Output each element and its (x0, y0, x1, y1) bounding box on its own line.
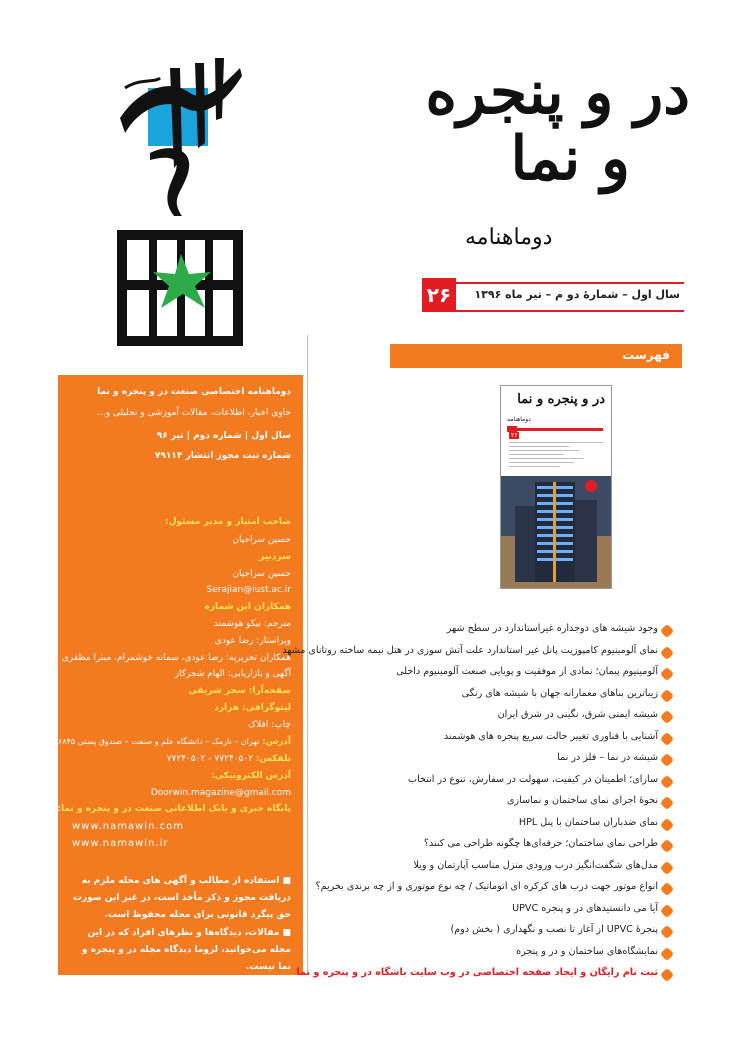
bullet-icon (660, 731, 674, 745)
bullet-icon (660, 624, 674, 638)
disclaimer-note: ■ مقالات، دیدگاه‌ها و نظرهای افراد که در این مجله می‌خوانید، لزوما دیدگاه مجله در و پنجره و نما نیست. (81, 928, 291, 972)
toc-item[interactable]: نمای ضدباران ساختمان با پنل HPL (318, 816, 658, 834)
bullet-icon (660, 710, 674, 724)
issue-info: سال اول – شمارهٔ دو م – تیر ماه ۱۳۹۶ (474, 288, 680, 301)
bullet-icon (660, 774, 674, 788)
contents-header (390, 344, 682, 368)
issue-rule-top (456, 282, 684, 284)
layout-designer: صفحه‌آرا: سحر شریفی (188, 686, 291, 696)
toc-item[interactable]: شیشه در نما – فلز در نما (318, 751, 658, 769)
toc-item[interactable]: سازای؛ اطمینان در کیفیت، سهولت در سفارش، تنوع در انتخاب (318, 773, 658, 791)
phone-row (167, 754, 291, 764)
bullet-icon (660, 903, 674, 917)
toc-item[interactable]: آیا می دانستیدهای در و پنجره UPVC (318, 902, 658, 920)
contact-email[interactable]: Doorwin.magazine@gmail.com (150, 788, 291, 798)
bullet-icon (660, 946, 674, 960)
website-link-2[interactable]: www.namawin.ir (72, 838, 169, 849)
bullet-icon (660, 645, 674, 659)
toc-item[interactable]: نحوهٔ اجرای نمای ساختمان و نماسازی (318, 794, 658, 812)
cover-thumbnail (500, 385, 612, 589)
translator: مترجم: نیکو هوشمند (213, 619, 291, 629)
masthead-title (415, 60, 690, 192)
bullet-icon (660, 925, 674, 939)
portal-label: پایگاه خبری و بانک اطلاعاتی صنعت در و پنجره و نما: (57, 804, 291, 814)
editorial-writers: همکاران تحریریه: رضا عودی، سمانه خوشمرام، میترا مظفری (61, 653, 291, 663)
masthead-title-line1: در و پنجره (425, 58, 690, 128)
toc-item[interactable]: پنجرهٔ UPVC از آغاز تا نصب و نگهداری ( بخش دوم) (318, 923, 658, 941)
contents-title: فهرست (622, 348, 670, 362)
address-row (38, 737, 291, 747)
toc-item[interactable]: وجود شیشه های دوجداره غیراستاندارد در سطح شهر (318, 622, 658, 640)
phone-value: ۷۷۲۴۰۵۰۲ - ۷۷۲۴۰۵۰۲ (166, 754, 254, 764)
toc-item[interactable]: مدل‌های شگفت‌انگیز درب ورودی منزل مناسب آپارتمان و ویلا (318, 859, 658, 877)
magazine-logo (115, 228, 245, 348)
bullet-icon (660, 968, 674, 982)
masthead (415, 60, 690, 270)
toc-item[interactable]: طراحی نمای ساختمان؛ حرفه‌ای‌ها چگونه طراحی می کنند؟ (318, 837, 658, 855)
sidebar-intro-1: دوماهنامه اختصاصی صنعت در و پنجره و نما (97, 387, 291, 397)
masthead-title-line2: و نما (510, 124, 630, 194)
issue-strip (422, 278, 684, 312)
bullet-icon (660, 817, 674, 831)
editor-email[interactable]: Serajian@iust.ac.ir (206, 585, 291, 595)
bullet-icon (660, 667, 674, 681)
cover-issue: ۲۶ (511, 432, 518, 439)
publisher-label: صاحب امتیاز و مدیر مسئول: (165, 517, 291, 527)
bullet-icon (660, 688, 674, 702)
toc-item[interactable]: شیشه ایمنی شرق، نگینی در شرق ایران (318, 708, 658, 726)
lithography: لیتوگرافی: هزارد (214, 703, 291, 713)
bullet-icon (660, 753, 674, 767)
toc-item[interactable]: انواع موتور جهت درب های کرکره ای اتوماتیک / چه نوع موتوری و از چه برندی بخریم؟ (318, 880, 658, 898)
contributors-label: همکاران این شماره (204, 602, 291, 612)
email-label: آدرس الکترونیکی: (211, 771, 291, 781)
toc-item[interactable]: نمای آلومینیوم کامپوزیت پانل غیر استاندارد علت آتش سوزی در هتل نیمه ساخته روتانای مشهد (318, 644, 658, 662)
cover-subtitle: دوماهنامه (507, 416, 531, 423)
issue-rule-bottom (456, 310, 684, 312)
toc-item[interactable]: نمایشگاه‌های ساختمان و در و پنجره (318, 945, 658, 963)
address-label: آدرس: (262, 737, 291, 747)
editor-label: سردبیر (259, 552, 291, 562)
toc-item-highlight[interactable]: ثبت نام رایگان و ایجاد صفحه اختصاصی در وب سایت باشگاه در و پنجره و نما (318, 966, 658, 984)
copyright-note: ■ استفاده از مطالب و آگهی های مجله ملزم به دریافت مجوز و ذکر مأخذ است، در غیر این صورت حق پیگرد قانونی برای مجله محفوظ است. (73, 876, 291, 920)
copyeditor: ویراستار: رضا عودی (214, 636, 291, 646)
phone-label: تلفکس: (255, 754, 291, 764)
masthead-sidebar (37, 375, 303, 975)
sidebar-intro-4: شماره ثبت مجوز انتشار ۷۹۱۱۴ (154, 451, 291, 461)
bullet-icon (660, 796, 674, 810)
address-value: تهران – نارمک – دانشگاه علم و صنعت – صندوق پستی ۱۶۸۴۵-۱۳۵ (37, 737, 260, 746)
bullet-icon (660, 882, 674, 896)
toc-item[interactable]: آشنایی با فناوری تغییر حالت سریع پنجره های هوشمند (318, 730, 658, 748)
toc-item[interactable]: زیباترین بناهای معمارانه جهان با شیشه های رنگی (318, 687, 658, 705)
bullet-icon (660, 839, 674, 853)
advertising: آگهی و بازاریابی: الهام شجرکار (174, 669, 291, 679)
bullet-icon (660, 860, 674, 874)
cover-title: در و پنجره و نما (517, 392, 605, 407)
printing: چاپ: افلاک (248, 720, 291, 730)
bismillah-calligraphy (110, 48, 250, 218)
toc-item[interactable]: آلومینیوم پیمان؛ نمادی از موفقیت و پویایی صنعت آلومینیوم داخلی (318, 665, 658, 683)
masthead-subtitle: دوماهنامه (465, 225, 553, 250)
website-link-1[interactable]: www.namawin.com (72, 821, 184, 832)
issue-number: ۲۶ (422, 278, 456, 312)
sidebar-intro-2: حاوی اخبار، اطلاعات، مقالات آموزشی و تحلیلی و... (97, 408, 291, 418)
publisher-name: حسین سراجیان (232, 535, 291, 545)
sidebar-intro-3: سال اول | شماره دوم | تیر ۹۶ (156, 431, 291, 441)
editor-name: حسین سراجیان (232, 569, 291, 579)
